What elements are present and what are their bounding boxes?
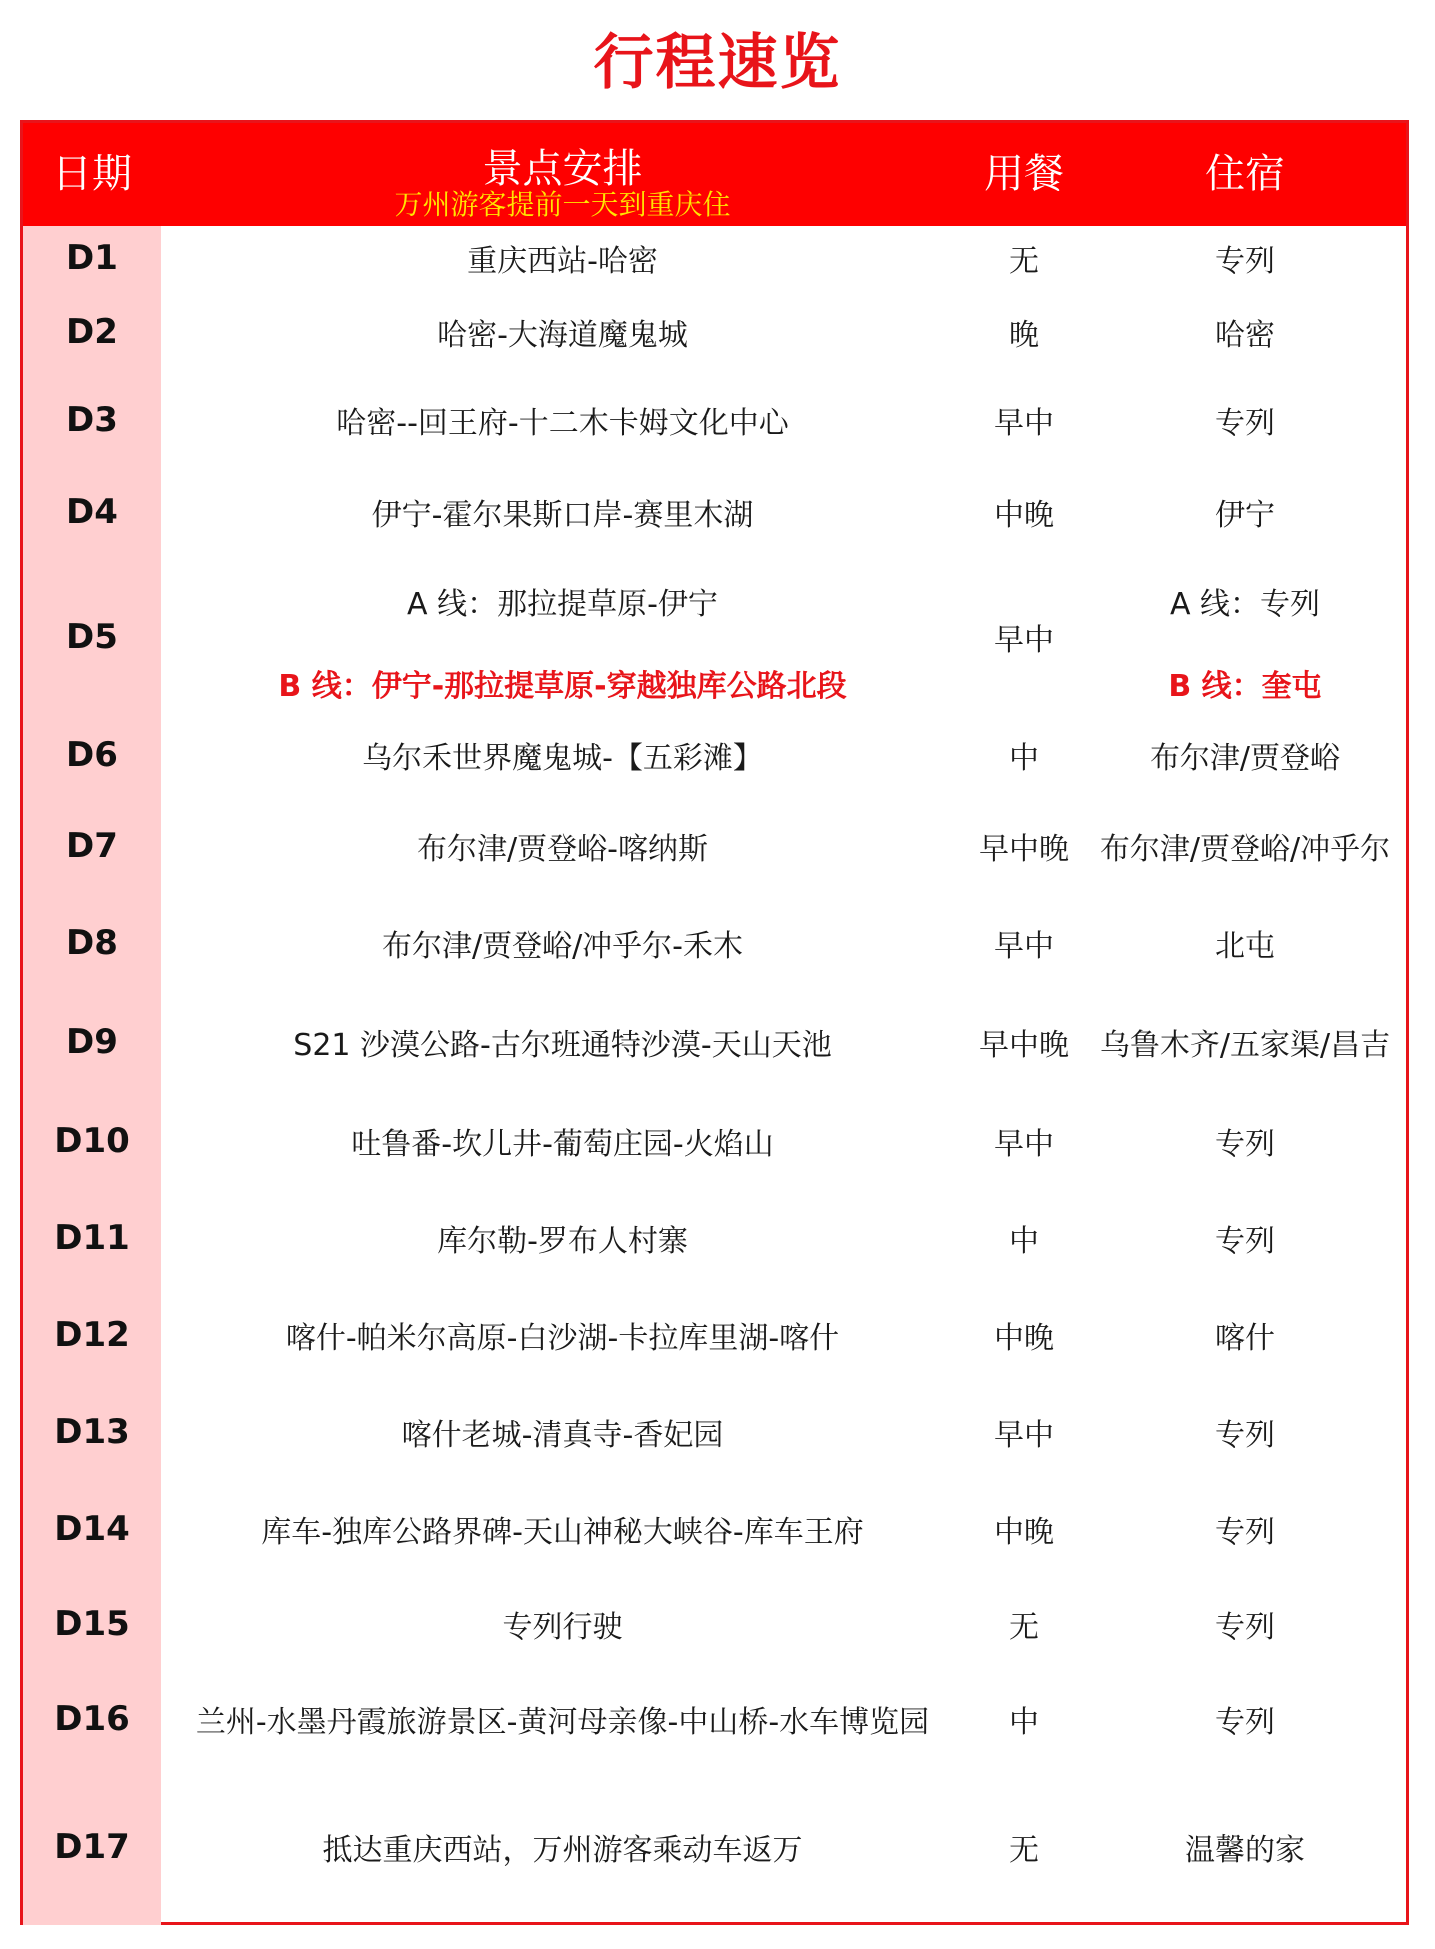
row-spots: 哈密-大海道魔鬼城 bbox=[437, 318, 688, 353]
row-stay: 专列 bbox=[1215, 1515, 1275, 1550]
row-spots: 专列行驶 bbox=[502, 1610, 623, 1645]
row-meal: 中 bbox=[1009, 1705, 1039, 1740]
row-stay: 专列 bbox=[1215, 243, 1275, 279]
row-spots: 布尔津/贾登峪/冲乎尔-禾木 bbox=[381, 929, 744, 964]
row-stay: 哈密 bbox=[1215, 318, 1275, 353]
row-stay: 北屯 bbox=[1215, 929, 1275, 964]
row-spots: 喀什-帕米尔高原-白沙湖-卡拉库里湖-喀什 bbox=[285, 1321, 840, 1356]
row-stay: 喀什 bbox=[1215, 1321, 1275, 1356]
row-day: D12 bbox=[54, 1315, 130, 1355]
row-meal: 无 bbox=[1009, 1610, 1039, 1645]
row-spots: 重庆西站-哈密 bbox=[467, 243, 658, 279]
row-day: D10 bbox=[54, 1121, 130, 1161]
row-meal: 无 bbox=[1009, 1832, 1039, 1868]
row-stay: 布尔津/贾登峪 bbox=[1149, 741, 1341, 776]
table-row bbox=[23, 289, 1406, 375]
row-day: D4 bbox=[66, 492, 118, 532]
row-day: D13 bbox=[54, 1411, 130, 1452]
row-day: D8 bbox=[66, 923, 118, 963]
row-stay-line-b: B 线：奎屯 bbox=[1168, 669, 1322, 704]
row-stay: 温馨的家 bbox=[1185, 1832, 1305, 1868]
row-day: D5 bbox=[66, 616, 118, 657]
row-spots: 布尔津/贾登峪-喀纳斯 bbox=[417, 831, 708, 867]
row-meal: 早中 bbox=[994, 622, 1054, 658]
row-day: D7 bbox=[66, 825, 118, 866]
row-day: D17 bbox=[54, 1826, 130, 1867]
row-spots bbox=[161, 559, 964, 714]
row-meal: 早中晚 bbox=[979, 1028, 1069, 1063]
row-spots: 伊宁-霍尔果斯口岸-赛里木湖 bbox=[371, 498, 754, 533]
row-spots: 哈密--回王府-十二木卡姆文化中心 bbox=[336, 406, 789, 441]
row-stay: 专列 bbox=[1215, 1610, 1275, 1645]
table-row bbox=[23, 226, 1406, 289]
table-row bbox=[23, 1093, 1406, 1189]
table-row bbox=[23, 1287, 1406, 1383]
row-spots: 兰州-水墨丹霞旅游景区-黄河母亲像-中山桥-水车博览园 bbox=[195, 1705, 930, 1740]
table-header bbox=[23, 123, 1406, 226]
row-day: D9 bbox=[66, 1022, 118, 1062]
header-meal: 用餐 bbox=[984, 151, 1064, 197]
row-stay: 乌鲁木齐/五家渠/昌吉 bbox=[1099, 1028, 1391, 1063]
table-row bbox=[23, 895, 1406, 991]
row-spots: 吐鲁番-坎儿井-葡萄庄园-火焰山 bbox=[351, 1127, 774, 1162]
row-meal: 中晚 bbox=[994, 498, 1054, 533]
page-title: 行程速览 bbox=[593, 28, 842, 98]
row-meal: 早中晚 bbox=[979, 831, 1069, 867]
table-row bbox=[23, 1670, 1406, 1768]
header-stay: 住宿 bbox=[1205, 151, 1285, 197]
row-stay: 专列 bbox=[1215, 1224, 1275, 1259]
row-spots-line-a: A 线：那拉提草原-伊宁 bbox=[407, 587, 718, 622]
header-spots-label: 景点安排 bbox=[482, 146, 643, 192]
table-row bbox=[23, 1578, 1406, 1670]
row-meal: 中 bbox=[1009, 1224, 1039, 1259]
table-row bbox=[23, 1189, 1406, 1287]
table-row bbox=[23, 1480, 1406, 1578]
row-meal: 早中 bbox=[994, 929, 1054, 964]
row-meal: 中晚 bbox=[994, 1515, 1054, 1550]
row-stay-line-a: A 线：专列 bbox=[1169, 587, 1321, 622]
row-stay: 伊宁 bbox=[1215, 498, 1275, 533]
header-spots-note: 万州游客提前一天到重庆住 bbox=[394, 188, 731, 221]
table-row bbox=[23, 796, 1406, 895]
row-day: D14 bbox=[54, 1509, 130, 1549]
row-spots: 抵达重庆西站，万州游客乘动车返万 bbox=[322, 1832, 803, 1868]
row-spots: 乌尔禾世界魔鬼城-【五彩滩】 bbox=[362, 741, 763, 776]
row-day: D11 bbox=[54, 1218, 130, 1258]
header-spots bbox=[161, 123, 964, 226]
row-meal: 早中 bbox=[994, 1127, 1054, 1162]
row-day: D1 bbox=[66, 237, 118, 278]
table-row bbox=[23, 991, 1406, 1093]
row-day: D15 bbox=[54, 1604, 130, 1644]
row-spots-line-b: B 线：伊宁-那拉提草原-穿越独库公路北段 bbox=[278, 669, 847, 704]
itinerary-table bbox=[20, 120, 1409, 1925]
row-meal: 早中 bbox=[994, 406, 1054, 441]
row-stay: 专列 bbox=[1215, 1417, 1275, 1453]
row-stay: 布尔津/贾登峪/冲乎尔 bbox=[1099, 831, 1391, 867]
table-row bbox=[23, 714, 1406, 796]
row-meal: 中 bbox=[1009, 741, 1039, 776]
row-day: D2 bbox=[66, 312, 118, 352]
row-day: D3 bbox=[66, 400, 118, 440]
row-stay bbox=[1084, 559, 1406, 714]
row-spots: S21 沙漠公路-古尔班通特沙漠-天山天池 bbox=[293, 1028, 832, 1063]
header-date: 日期 bbox=[52, 151, 132, 197]
table-row bbox=[23, 465, 1406, 559]
row-day: D16 bbox=[54, 1699, 130, 1739]
row-meal: 中晚 bbox=[994, 1321, 1054, 1356]
table-row bbox=[23, 1383, 1406, 1480]
row-stay: 专列 bbox=[1215, 1705, 1275, 1740]
row-day: D6 bbox=[66, 735, 118, 775]
table-row bbox=[23, 375, 1406, 465]
row-meal: 无 bbox=[1009, 243, 1039, 279]
row-spots: 库车-独库公路界碑-天山神秘大峡谷-库车王府 bbox=[261, 1515, 864, 1550]
row-spots: 喀什老城-清真寺-香妃园 bbox=[401, 1417, 724, 1453]
table-row bbox=[23, 559, 1406, 714]
row-meal: 早中 bbox=[994, 1417, 1054, 1453]
row-stay: 专列 bbox=[1215, 406, 1275, 441]
row-stay: 专列 bbox=[1215, 1127, 1275, 1162]
table-row bbox=[23, 1768, 1406, 1925]
row-spots: 库尔勒-罗布人村寨 bbox=[437, 1224, 688, 1259]
row-meal: 晚 bbox=[1009, 318, 1039, 353]
